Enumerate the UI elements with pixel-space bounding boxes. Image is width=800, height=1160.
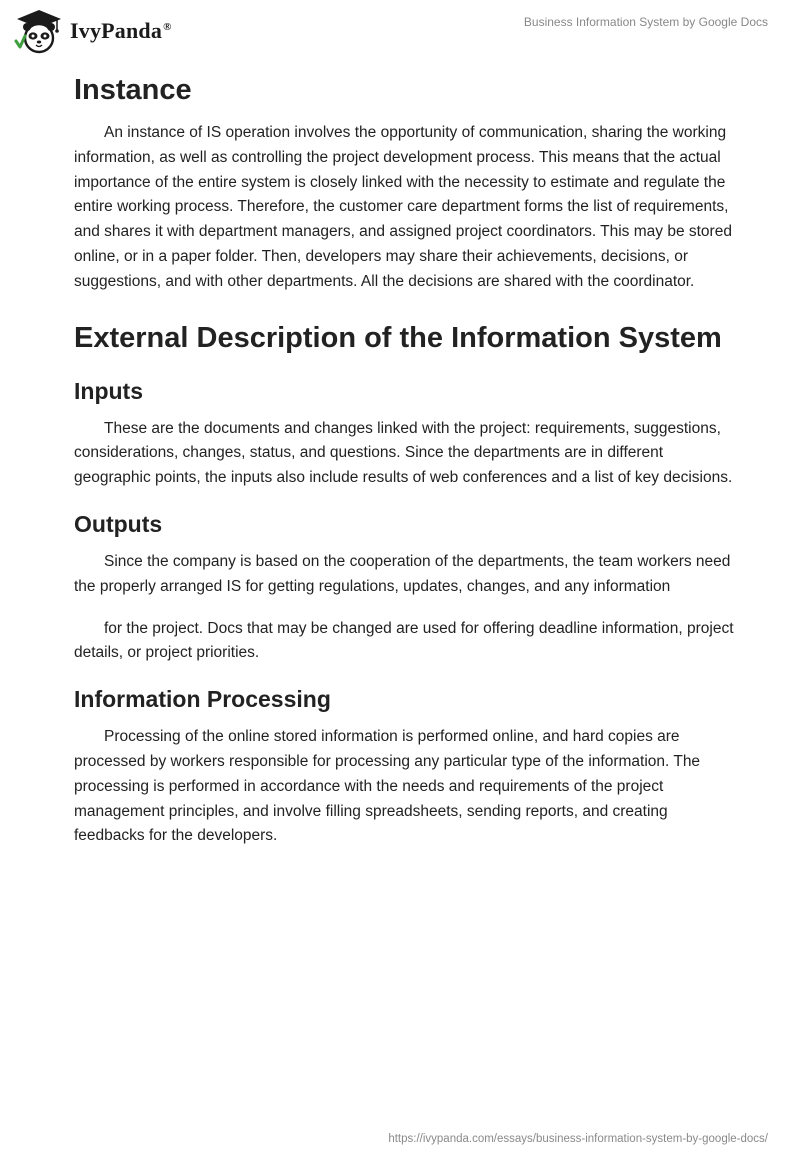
heading-information-processing: Information Processing [74, 686, 331, 713]
heading-outputs: Outputs [74, 510, 163, 537]
heading-instance: Instance [74, 74, 192, 106]
brand-name: IvyPanda® [70, 18, 172, 43]
source-url[interactable]: https://ivypanda.com/essays/business-information-system-by-google-docs/ [388, 1133, 768, 1145]
paragraph-instance: An instance of IS operation involves the opportunity of communication, sharing the working information, as well as controlling the project development process. This means that the actual importance of the entire system is closely linked with the necessity to estimate and regulate the entire working process. Therefore, the customer care department forms the list of requirements, and shares it with department managers, and assigned project coordinators. This may be stored online, or in a paper folder. Then, developers may share their achievements, decisions, or suggestions, and with other departments. All the decisions are shared with the coordinator. [74, 124, 732, 290]
heading-inputs: Inputs [74, 377, 143, 404]
paragraph-information-processing: Processing of the online stored information is performed online, and hard copies are processed by workers responsible for processing any particular type of the information. The processing is performed in accordance with the needs and requirements of the project management principles, and involve filling spreadsheets, sending reports, and creating feedbacks for the developers. [74, 728, 701, 845]
paragraph-outputs-2: for the project. Docs that may be changed are used for offering deadline information, project details, or project priorities. [74, 619, 734, 662]
panda-graduation-cap-icon [14, 8, 64, 54]
document-body [74, 70, 734, 849]
page-header [0, 0, 800, 60]
registered-mark: ® [163, 20, 172, 33]
heading-external-description: External Description of the Information System [74, 321, 722, 354]
paragraph-outputs-1: Since the company is based on the cooperation of the departments, the team workers need the properly arranged IS for getting regulations, updates, changes, and any information [74, 552, 731, 595]
paragraph-inputs: These are the documents and changes linked with the project: requirements, suggestions, considerations, changes, status, and questions. Since the departments are in different geographic points, the inputs also include results of web conferences and a list of key decisions. [74, 419, 733, 487]
document-title: Business Information System by Google Docs [523, 15, 768, 29]
brand-logo[interactable] [14, 8, 172, 54]
